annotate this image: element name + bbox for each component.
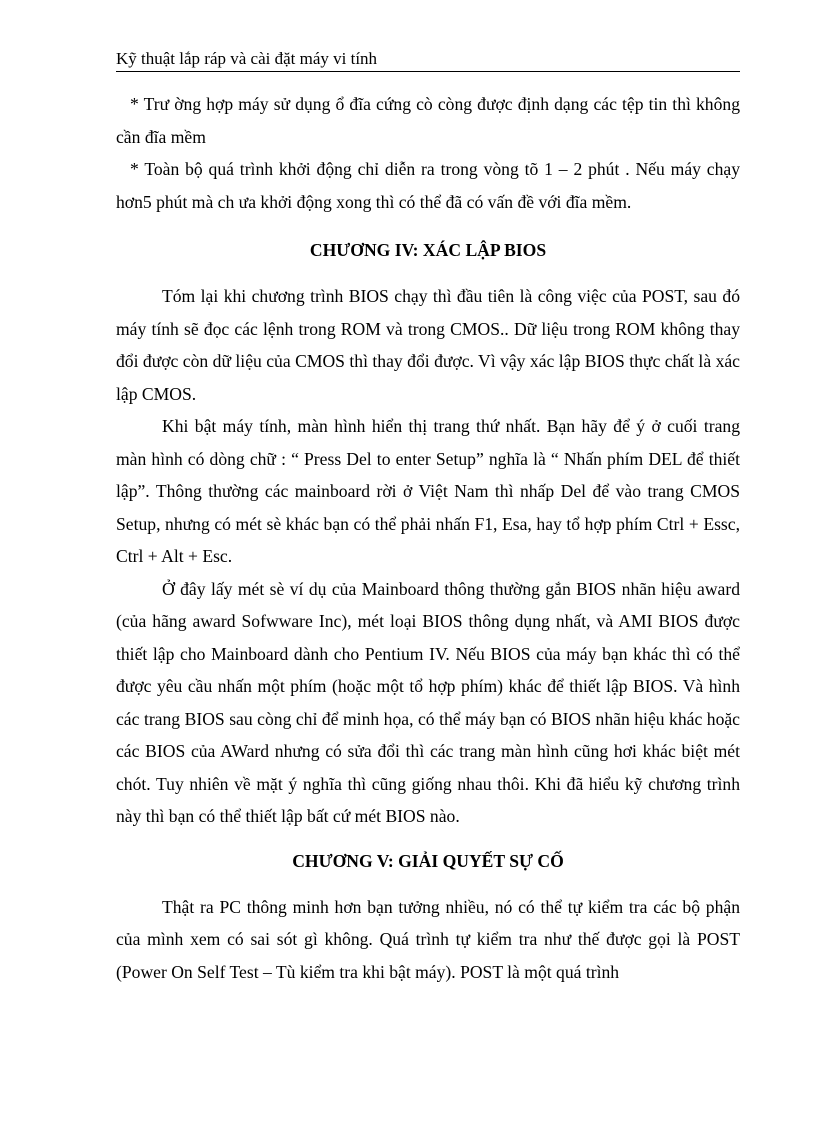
chapter-4-paragraph-3: Ở đây lấy mét sè ví dụ của Mainboard thông thường gắn BIOS nhãn hiệu award (của hãng award Sofwware Inc), mét loại BIOS thông dụng nhất, và AMI BIOS được thiết lập cho Mainboard dành cho Pentium IV. Nếu BIOS của máy bạn khác thì có thể được yêu cầu nhấn một phím (hoặc một tổ hợp phím) khác để thiết lập BIOS. Và hình các trang BIOS sau còng chỉ để minh họa, có thể máy bạn có BIOS nhãn hiệu khác hoặc các BIOS của AWard nhưng có sửa đổi thì các trang màn hình cũng hơi khác biệt mét chót. Tuy nhiên về mặt ý nghĩa thì cũng giống nhau thôi. Khi đã hiểu kỹ chương trình này thì bạn có thể thiết lập bất cứ mét BIOS nào.	[116, 578, 740, 826]
chapter-4-heading: CHƯƠNG IV: XÁC LẬP BIOS	[309, 240, 547, 260]
bullet-paragraph-hard-disk: * Trư ờng hợp máy sử dụng ổ đĩa cứng cò còng được định dạng các tệp tin thì không cần đĩa mềm	[116, 94, 740, 147]
chapter-4-paragraph-1: Tóm lại khi chương trình BIOS chạy thì đầu tiên là công việc của POST, sau đó máy tính sẽ đọc các lệnh trong ROM và trong CMOS.. Dữ liệu trong ROM không thay đổi được còn dữ liệu của CMOS thì thay đổi được. Vì vậy xác lập BIOS thực chất là xác lập CMOS.	[116, 286, 740, 404]
page-body	[116, 88, 740, 988]
chapter-5-heading: CHƯƠNG V: GIẢI QUYẾT SỰ CỐ	[292, 850, 564, 871]
chapter-5-paragraph-1: Thật ra PC thông minh hơn bạn tưởng nhiều, nó có thể tự kiểm tra các bộ phận của mình xem có sai sót gì không. Quá trình tự kiểm tra như thế được gọi là POST (Power On Self Test – Tù kiểm tra khi bật máy). POST là một quá trình	[116, 896, 740, 982]
bullet-paragraph-boot-time: * Toàn bộ quá trình khởi động chỉ diễn ra trong vòng tõ 1 – 2 phút . Nếu máy chạy hơn5 phút mà ch ưa khởi động xong thì có thể đã có vấn đề với đĩa mềm.	[116, 159, 740, 212]
running-header: Kỹ thuật lắp ráp và cài đặt máy vi tính	[116, 49, 378, 68]
header-divider	[116, 71, 740, 72]
chapter-4-paragraph-2: Khi bật máy tính, màn hình hiển thị trang thứ nhất. Bạn hãy để ý ở cuối trang màn hình có dòng chữ : “ Press Del to enter Setup” nghĩa là “ Nhấn phím DEL để thiết lập”. Thông thường các mainboard rời ở Việt Nam thì nhấp Del để vào trang CMOS Setup, nhưng có mét sè khác bạn có thể phải nhấn F1, Esa, hay tổ hợp phím Ctrl + Essc, Ctrl + Alt + Esc.	[116, 416, 740, 566]
